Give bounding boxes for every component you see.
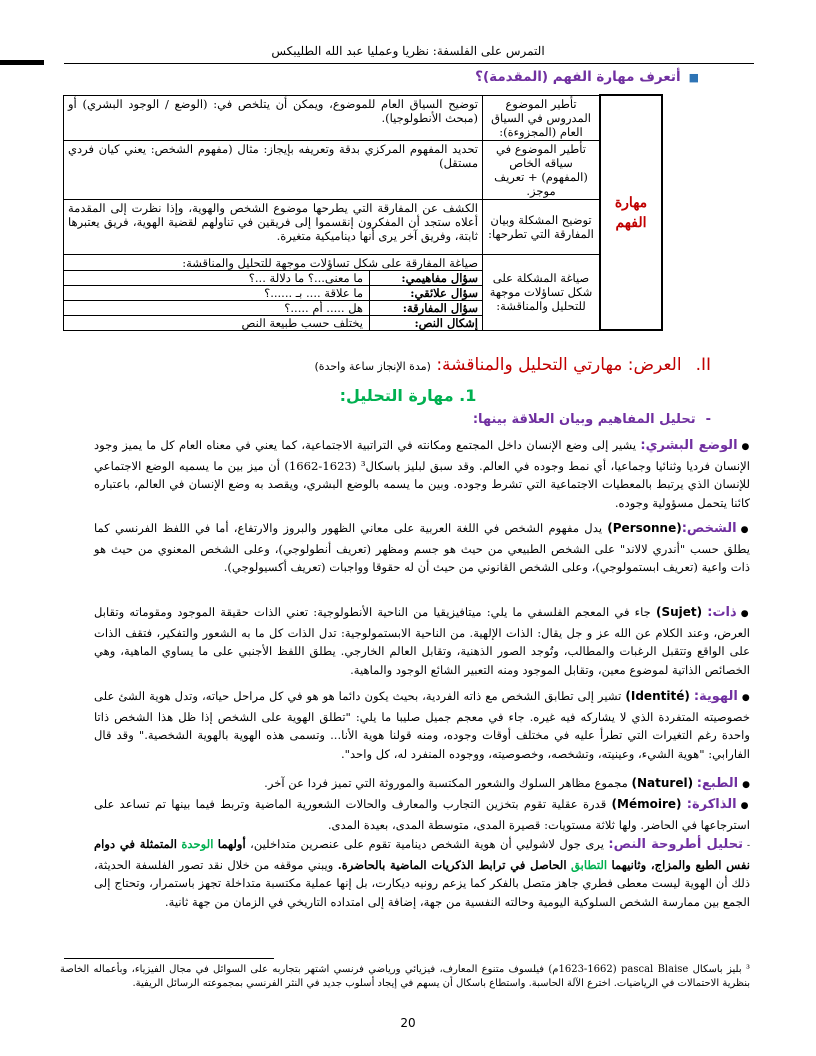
- term-definition: قدرة عقلية تقوم بتخزين التجارب والمعارف والحالات الشعورية الماضية وتربط فيما بينها تم تساعد على استرجاعها في الحاضر. ولها ثلاثة مستويات: قصيرة المدى، متوسطة المدى، بعيدة المدى.: [94, 797, 750, 832]
- understanding-skill-table: [63, 94, 663, 331]
- thesis-text: يرى جول لاشوليي أن هوية الشخص دينامية تقوم على عنصرين متداخلين،: [250, 837, 605, 851]
- step-cell-3: توضيح المشكلة وبيان المفارقة التي تطرحها:: [483, 199, 601, 254]
- term-keyword: الهوية:: [693, 689, 738, 704]
- question-type: سؤال المفارقة:: [369, 301, 478, 315]
- concepts-heading-text: تحليل المفاهيم وبيان العلاقة بينها:: [472, 412, 696, 427]
- section-title: [475, 69, 699, 85]
- dash-bullet-icon: -: [746, 841, 750, 851]
- question-form: هل ..... أم .....؟: [284, 300, 363, 315]
- dash-bullet-icon: -: [705, 412, 711, 427]
- term-definition: تشير إلى تطابق الشخص مع ذاته الفردية، بحيث يكون دائما هو هو في كل مراحل حياته، وتدل هوية الشئ على خصوصيته المتفردة الذي لا يشاركه فيه غيره. جاء في معجم جميل صليبا ما يلي: "تطلق الهوية على الشخص إذا ظل هذا الشخص ذاتا واحدة رغم التغيرات التي تطرأ عليه في مختلف أوقات وجوده، ومنه قولنا هوية الأنا... وتسمى هذه الهوية بالهوية الشخصية." وقد قال الفارابي: "هوية الشيء، وعينيته، وتشخصه، وخصوصيته، ووجوده المنفرد له، كل واحد".: [94, 689, 750, 761]
- step-cell-2: تأطير الموضوع في سياقه الخاص (المفهوم) + تعريف موجز.: [483, 140, 601, 199]
- question-row: [64, 270, 482, 285]
- header-divider: [64, 63, 754, 64]
- question-type: سؤال مفاهيمي:: [369, 271, 478, 285]
- thesis-first-label: أولهما: [217, 837, 246, 851]
- desc-cell-2: تحديد المفهوم المركزي بدقة وتعريفه بإيجاز: مثال (مفهوم الشخص: يعني كيان فردي مستقل): [64, 140, 483, 199]
- desc-cell-1: توضيح السياق العام للموضوع، ويمكن أن يتلخص في: (الوضع / الوجود البشري) أو (مبحث الأنطولوجيا).: [64, 95, 483, 140]
- thesis-text: الحاصل في ترابط الذكريات الماضية بالحاضرة.: [337, 857, 567, 872]
- term-keyword: ذات:: [707, 605, 737, 620]
- round-bullet-icon: ●: [740, 801, 751, 811]
- part2-duration: (مدة الإنجاز ساعة واحدة): [314, 360, 431, 373]
- term-definition: يدل مفهوم الشخص في اللغة العربية على معاني الظهور والبروز والارتفاع، أما في اللفظ الفرنسي كما يطلق حسب "أندري لالاند" على الشخص الطبيعي من حيث هو جسم ومظهر (تعريف أنطولوجي)، وعلى الشخص المعنوي من حيث هو ذات واعية (تعريف ابستمولوجي)، وعلى الشخص القانوني من حيث أن له حقوقا وواجبات (تعريف أكسيولوجي).: [94, 521, 750, 575]
- page-number: 20: [400, 1016, 416, 1030]
- term-character: [94, 774, 750, 795]
- questions-intro: صياغة المفارقة على شكل تساؤلات موجهة للتحليل والمناقشة:: [182, 255, 478, 270]
- term-identity: [94, 687, 750, 763]
- question-row: [64, 285, 482, 300]
- term-keyword: الوضع البشري:: [640, 438, 738, 453]
- round-bullet-icon: ●: [741, 442, 751, 452]
- term-human-condition: [94, 436, 750, 512]
- question-form: ما معنى...؟ ما دلالة ...؟: [248, 270, 363, 285]
- term-french: (Personne): [607, 521, 682, 535]
- section-title-text: أتعرف مهارة الفهم (المقدمة)؟: [475, 69, 681, 85]
- question-type: إشكال النص:: [369, 316, 478, 330]
- question-row: [64, 315, 482, 330]
- thesis-unity-term: الوحدة: [181, 837, 214, 851]
- term-french: (Sujet): [655, 605, 703, 619]
- footnote: ³ بليز باسكال pascal Blaise (1623-1662م) فيلسوف متنوع المعارف، فيزيائي ورياضي فرنسي اشتهر بتجاربه على السوائل في مجال الفيزياء، وبأعماله الخاصة بنظرية الاحتمالات في الرياضيات. اخترع الآلة الحاسبة. واستطاع باسكال أن يسهم في إيجاد أسلوب جديد في النثر الفرنسي بمجموعته الرسائل الريفية.: [60, 964, 750, 989]
- term-definition: مجموع مظاهر السلوك والشعور المكتسبة والموروثة التي تميز فردا عن آخر.: [264, 776, 628, 790]
- question-form: يختلف حسب طبيعة النص: [241, 315, 363, 330]
- thesis-keyword: تحليل أطروحة النص:: [608, 837, 743, 852]
- thesis-conformity-term: التطابق: [570, 857, 608, 872]
- thesis-text: ويبني موقفه من خلال نقد تصور الفلسفة الحديثة، ذلك أن الهوية ليست معطى فطري جاهز متصل بالفكر كما يزعم رونيه ديكارت، بل إنها عملية مكتسبة متداخلة تجهز باستمرار، وتحتاج إلى الجمع بين ممارسة الشخص السلوكية اليومية وحالته النفسية من جهة، إضافة إلى امتداده التاريخي في الزمان من جهة ثانية.: [94, 857, 750, 909]
- thesis-text: المتمثلة في دوام نفس الطبع والمزاج، وثانيهما: [94, 837, 751, 872]
- term-memory: [94, 795, 750, 834]
- term-keyword: الذاكرة:: [686, 797, 737, 812]
- term-french: (Naturel): [631, 776, 694, 790]
- question-form: ما علاقة .... بـ ......؟: [264, 285, 363, 300]
- term-person: [94, 519, 750, 577]
- term-keyword: الشخص:: [681, 521, 737, 536]
- term-self: [94, 603, 750, 679]
- thesis-analysis: [94, 835, 750, 911]
- round-bullet-icon: ●: [742, 780, 750, 790]
- round-bullet-icon: ●: [740, 609, 751, 619]
- step-cell-1: تأطير الموضوع المدروس في السياق العام (المجزوءة):: [483, 95, 601, 140]
- footnote-separator: [64, 958, 274, 959]
- part2-heading: [315, 355, 711, 375]
- desc-cell-3: الكشف عن المفارقة التي يطرحها موضوع الشخص والهوية، وإذا نظرت إلى المقدمة أعلاه ستجد أن المفكرون إنقسموا إلى فريقين في تناولهم لقضية الهوية، فريق يعتبرها ثابتة، وفريق آخر يرى أنها ديناميكية متغيرة.: [64, 199, 483, 254]
- desc-cell-4: [64, 254, 483, 330]
- question-row: [64, 300, 482, 315]
- step-cell-4: صياغة المشكلة على شكل تساؤلات موجهة للتحليل والمناقشة:: [483, 254, 601, 330]
- term-french: (Mémoire): [611, 797, 682, 811]
- term-keyword: الطبع:: [696, 776, 739, 791]
- square-bullet-icon: ■: [688, 71, 699, 84]
- skill1-heading: 1. مهارة التحليل:: [339, 386, 477, 405]
- term-definition: يشير إلى وضع الإنسان داخل المجتمع ومكانته في التراتبية الاجتماعية، كما يعني في معناه العام كل ما يميز وجود الإنسان فرديا وثنائيا وجماعيا، أي نمط وجوده في العالم. وقد سبق لبليز باسكال³ (1623-1662) أن ميز بين ما يسميه الوضع الاجتماعي للإنسان الذي يرتبط بالمعطيات الاجتماعية التي تشرط وجوده. وبين ما يسمه بالوضع البشري، ويقصد به وضع الإنسان في العالم، باعتباره كائنا يتحمل مسؤولية وجوده.: [94, 438, 750, 510]
- question-type: سؤال علائقي:: [369, 286, 478, 300]
- skill-name-cell: مهارة الفهم: [600, 95, 662, 330]
- page-header: التمرس على الفلسفة: نظريا وعمليا عبد الله الطليبكس: [271, 44, 545, 58]
- term-french: (Identité): [625, 689, 690, 703]
- round-bullet-icon: ●: [740, 525, 750, 535]
- part2-title: العرض: مهارتي التحليل والمناقشة:: [436, 355, 682, 375]
- term-definition: جاء في المعجم الفلسفي ما يلي: ميتافيزيقيا من الناحية الأنطولوجية: تعني الذات حقيقة الموجود ومقوماته وتقابل العرض، وعند الكلام عن الله عز و جل يقال: الذات الإلهية. من الناحية الابستمولوجية: تدل الذات كل ما به الشعور والتفكير، فتقف الذات على الواقع وتتقبل الرغبات والمطالب، وتُوجد الصور الذهنية، وتقابل العالم الخارجي. يطلق اللفظ الأجنبي على ما يساوي الماهية، وهي الخصائص الذاتية لموضوع معين، وتقابل الموجود ومنه التعبير الشائع الوجود والماهية.: [94, 605, 750, 677]
- round-bullet-icon: ●: [741, 693, 751, 703]
- concepts-heading: [473, 412, 711, 427]
- header-decor-bar: [0, 60, 44, 65]
- part2-number: II.: [695, 355, 711, 375]
